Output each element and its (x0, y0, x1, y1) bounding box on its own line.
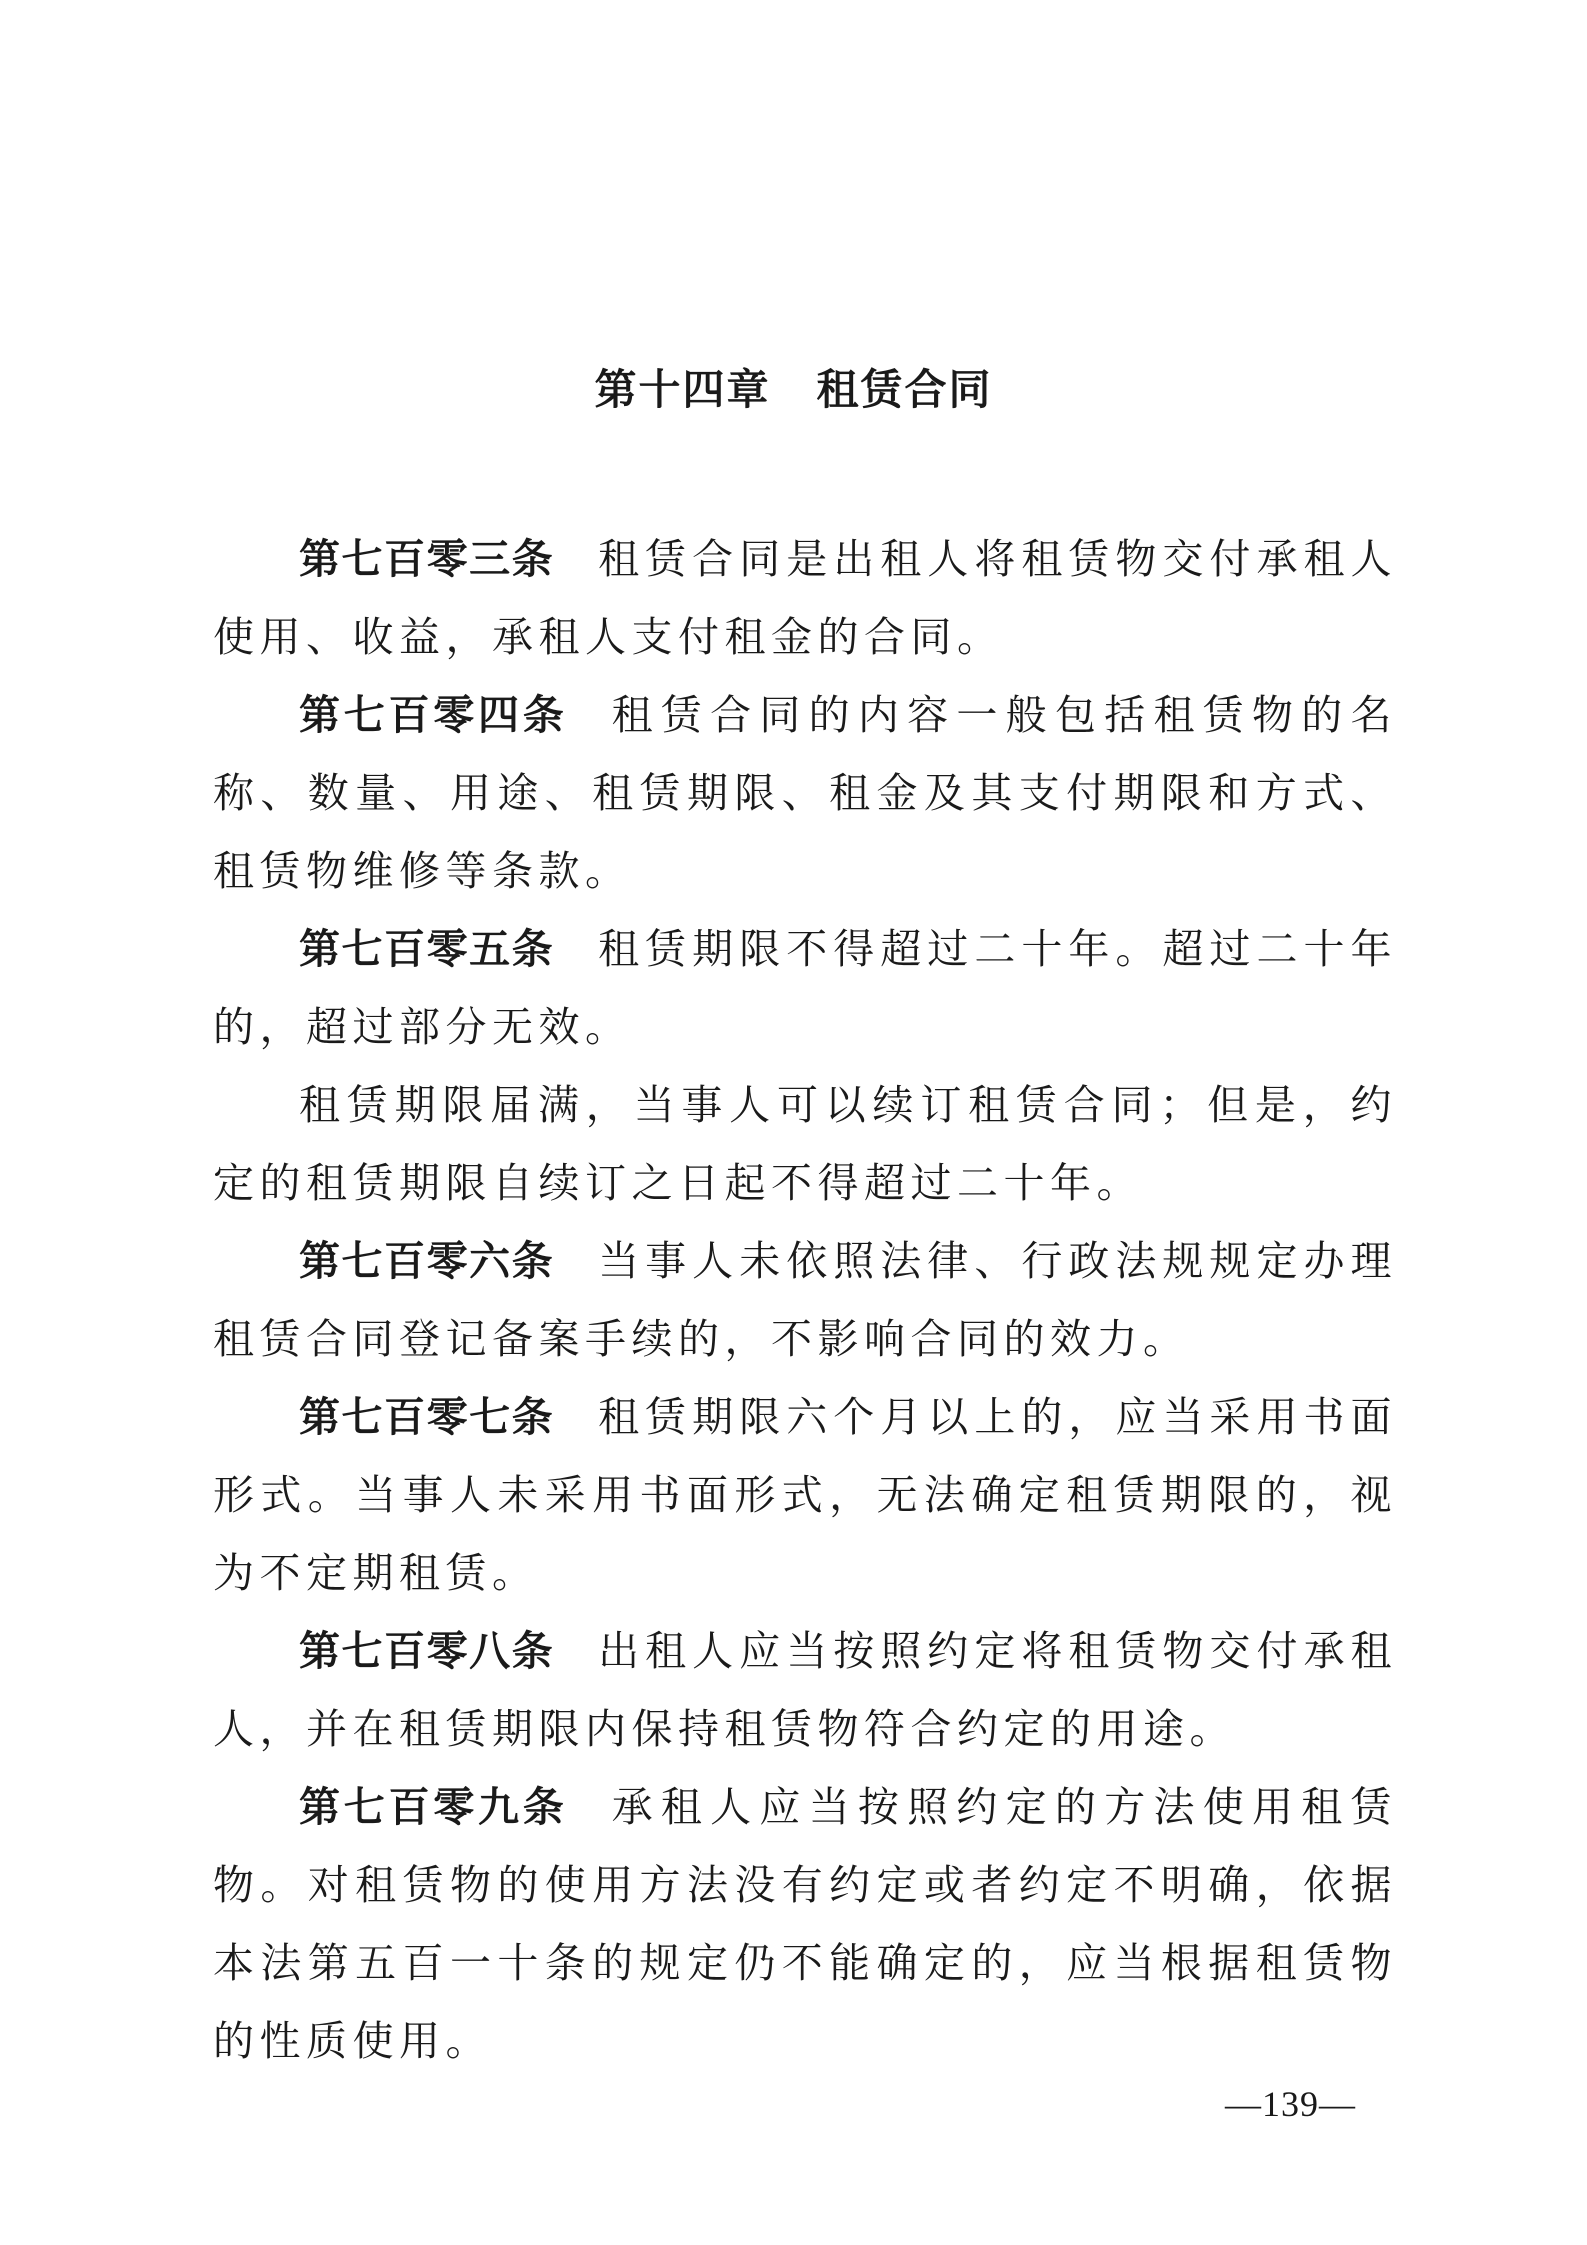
article-subparagraph (213, 1066, 1397, 1222)
article-text: 租赁期限六个月以上的，应当采用书面形式。当事人未采用书面形式，无法确定租赁期限的，视为不定期租赁。 (213, 1393, 1398, 1597)
article-number: 第七百零九条 (299, 1783, 568, 1831)
article-text: 租赁合同的内容一般包括租赁物的名称、数量、用途、租赁期限、租金及其支付期限和方式、租赁物维修等条款。 (213, 691, 1398, 895)
article-paragraph (213, 1222, 1397, 1378)
chapter-body (213, 520, 1397, 2080)
article-text: 出租人应当按照约定将租赁物交付承租人，并在租赁期限内保持租赁物符合约定的用途。 (213, 1627, 1398, 1753)
article-number: 第七百零四条 (299, 691, 568, 739)
article-text: 租赁期限届满，当事人可以续订租赁合同；但是，约定的租赁期限自续订之日起不得超过二十年。 (213, 1081, 1397, 1207)
chapter-title (0, 362, 1587, 418)
page-number: —139— (1225, 2084, 1356, 2124)
chapter-number: 第十四章 (594, 365, 771, 414)
article-paragraph (213, 1378, 1397, 1612)
article-number: 第七百零八条 (299, 1627, 555, 1675)
article-text: 当事人未依照法律、行政法规规定办理租赁合同登记备案手续的，不影响合同的效力。 (213, 1237, 1398, 1363)
article-number: 第七百零五条 (299, 925, 555, 973)
article-text: 承租人应当按照约定的方法使用租赁物。对租赁物的使用方法没有约定或者约定不明确，依据本法第五百一十条的规定仍不能确定的，应当根据租赁物的性质使用。 (213, 1783, 1398, 2065)
article-number: 第七百零六条 (299, 1237, 555, 1285)
article-number: 第七百零七条 (299, 1393, 555, 1441)
article-paragraph (213, 910, 1397, 1066)
article-text: 租赁合同是出租人将租赁物交付承租人使用、收益，承租人支付租金的合同。 (213, 535, 1398, 661)
article-paragraph (213, 520, 1397, 676)
article-number: 第七百零三条 (299, 535, 555, 583)
article-paragraph (213, 1768, 1397, 2080)
article-paragraph (213, 676, 1397, 910)
article-paragraph (213, 1612, 1397, 1768)
chapter-name: 租赁合同 (816, 365, 993, 414)
article-text: 租赁期限不得超过二十年。超过二十年的，超过部分无效。 (213, 925, 1398, 1051)
